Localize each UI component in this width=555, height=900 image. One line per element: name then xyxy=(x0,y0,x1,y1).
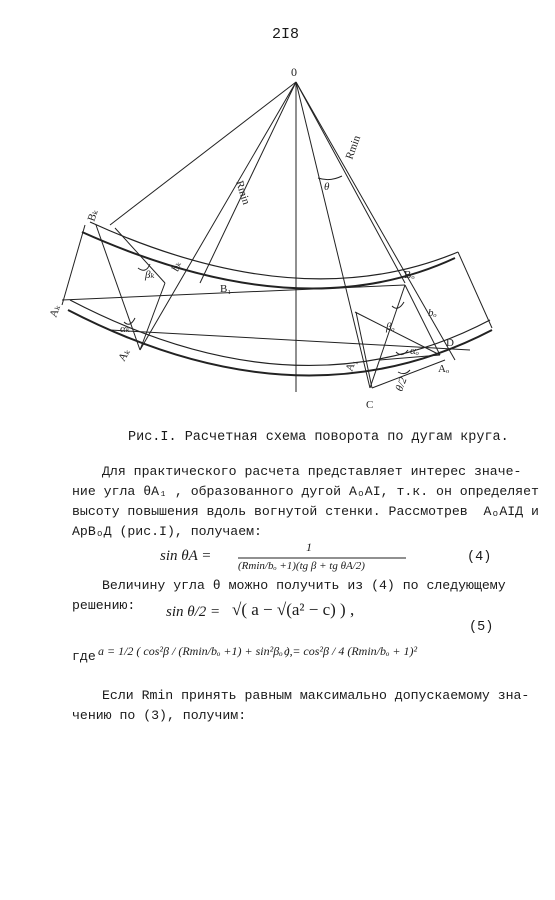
label-a-k-inner: Aₖ xyxy=(116,347,133,364)
equation-5-number: (5) xyxy=(469,620,494,635)
ray-left-1 xyxy=(110,82,296,225)
label-beta-o: βₒ xyxy=(386,321,395,333)
diag-1 xyxy=(62,285,405,300)
inner-arc-lower xyxy=(68,310,492,375)
label-b-k-small: bₖ xyxy=(169,259,185,274)
diag-11 xyxy=(372,360,445,388)
equation-4-lhs: sin θA = xyxy=(160,548,212,564)
label-a-k-outer: Aₖ xyxy=(47,303,63,320)
ray-left-2 xyxy=(140,82,296,350)
figure-turning-scheme xyxy=(0,0,555,425)
label-a-1: A₁ xyxy=(343,357,359,374)
paragraph-2-line-2: решению: xyxy=(72,598,136,613)
ray-right-1 xyxy=(296,82,405,283)
paragraph-1-line-4: ApBₒД (рис.I), получаем: xyxy=(72,524,262,539)
label-b-1: B₁ xyxy=(220,283,232,295)
outer-arc-upper xyxy=(82,232,455,288)
label-c: C xyxy=(366,399,374,411)
label-a-o: Aₒ xyxy=(438,363,450,375)
label-rmin-left: Rmin xyxy=(233,179,253,207)
paragraph-1-line-3: высоту повышения вдоль вогнутой стенки. Рассмотрев AₒAIД и xyxy=(72,504,539,519)
label-rmin-right: Rmin xyxy=(343,133,364,162)
channel-left-end xyxy=(62,225,85,305)
figure-caption: Рис.I. Расчетная схема поворота по дугам круга. xyxy=(128,430,509,445)
equation-5-lhs: sin θ/2 = xyxy=(166,604,221,620)
label-b-o: Bₒ xyxy=(404,269,415,281)
label-alpha-o: αₒ xyxy=(410,345,419,357)
paragraph-1-line-2: ние угла θA₁ , образованного дугой AₒAI, т.к. он определяет xyxy=(72,484,539,499)
paragraph-1-line-1: Для практического расчета представляет интерес значе- xyxy=(102,464,522,479)
diag-9 xyxy=(356,312,372,388)
label-theta: θ xyxy=(324,181,330,193)
channel-right-end xyxy=(458,252,492,328)
paragraph-2-line-1: Величину угла θ можно получить из (4) по следующему xyxy=(102,578,506,593)
label-theta-half: θ/2 xyxy=(393,375,410,394)
label-b-o-small: bₒ xyxy=(428,307,437,319)
paragraph-3-line-1: Если Rmin принять равным максимально допускаемому зна- xyxy=(102,688,530,703)
equation-5-c-definition: c = cos²β / 4 (Rmin/bₒ + 1)² xyxy=(284,644,418,658)
label-d: D xyxy=(446,337,454,349)
label-o: 0 xyxy=(291,65,297,79)
angle-theta-half-arc xyxy=(398,370,410,374)
equation-4-number: (4) xyxy=(467,550,492,565)
diag-3 xyxy=(115,228,165,283)
equation-5-rhs: √( a − √(a² − c) ) , xyxy=(232,600,355,619)
paragraph-3-line-2: чению по (3), получим: xyxy=(72,708,247,723)
ray-left-3 xyxy=(200,82,296,283)
equation-5-where: где xyxy=(72,649,96,664)
label-beta-k: βₖ xyxy=(145,269,155,281)
page-number: 2I8 xyxy=(272,26,300,43)
angle-theta-arc xyxy=(318,176,342,180)
label-b-k: Bₖ xyxy=(85,208,101,224)
equation-4-numerator: 1 xyxy=(306,540,312,554)
label-alpha-k: αₖ xyxy=(120,323,130,335)
equation-4-denominator: (Rmin/bₒ +1)(tg β + tg θA/2) xyxy=(238,560,365,572)
equation-5-a-definition: a = 1/2 ( cos²β / (Rmin/bₒ +1) + sin²βₒ ), xyxy=(98,644,293,658)
